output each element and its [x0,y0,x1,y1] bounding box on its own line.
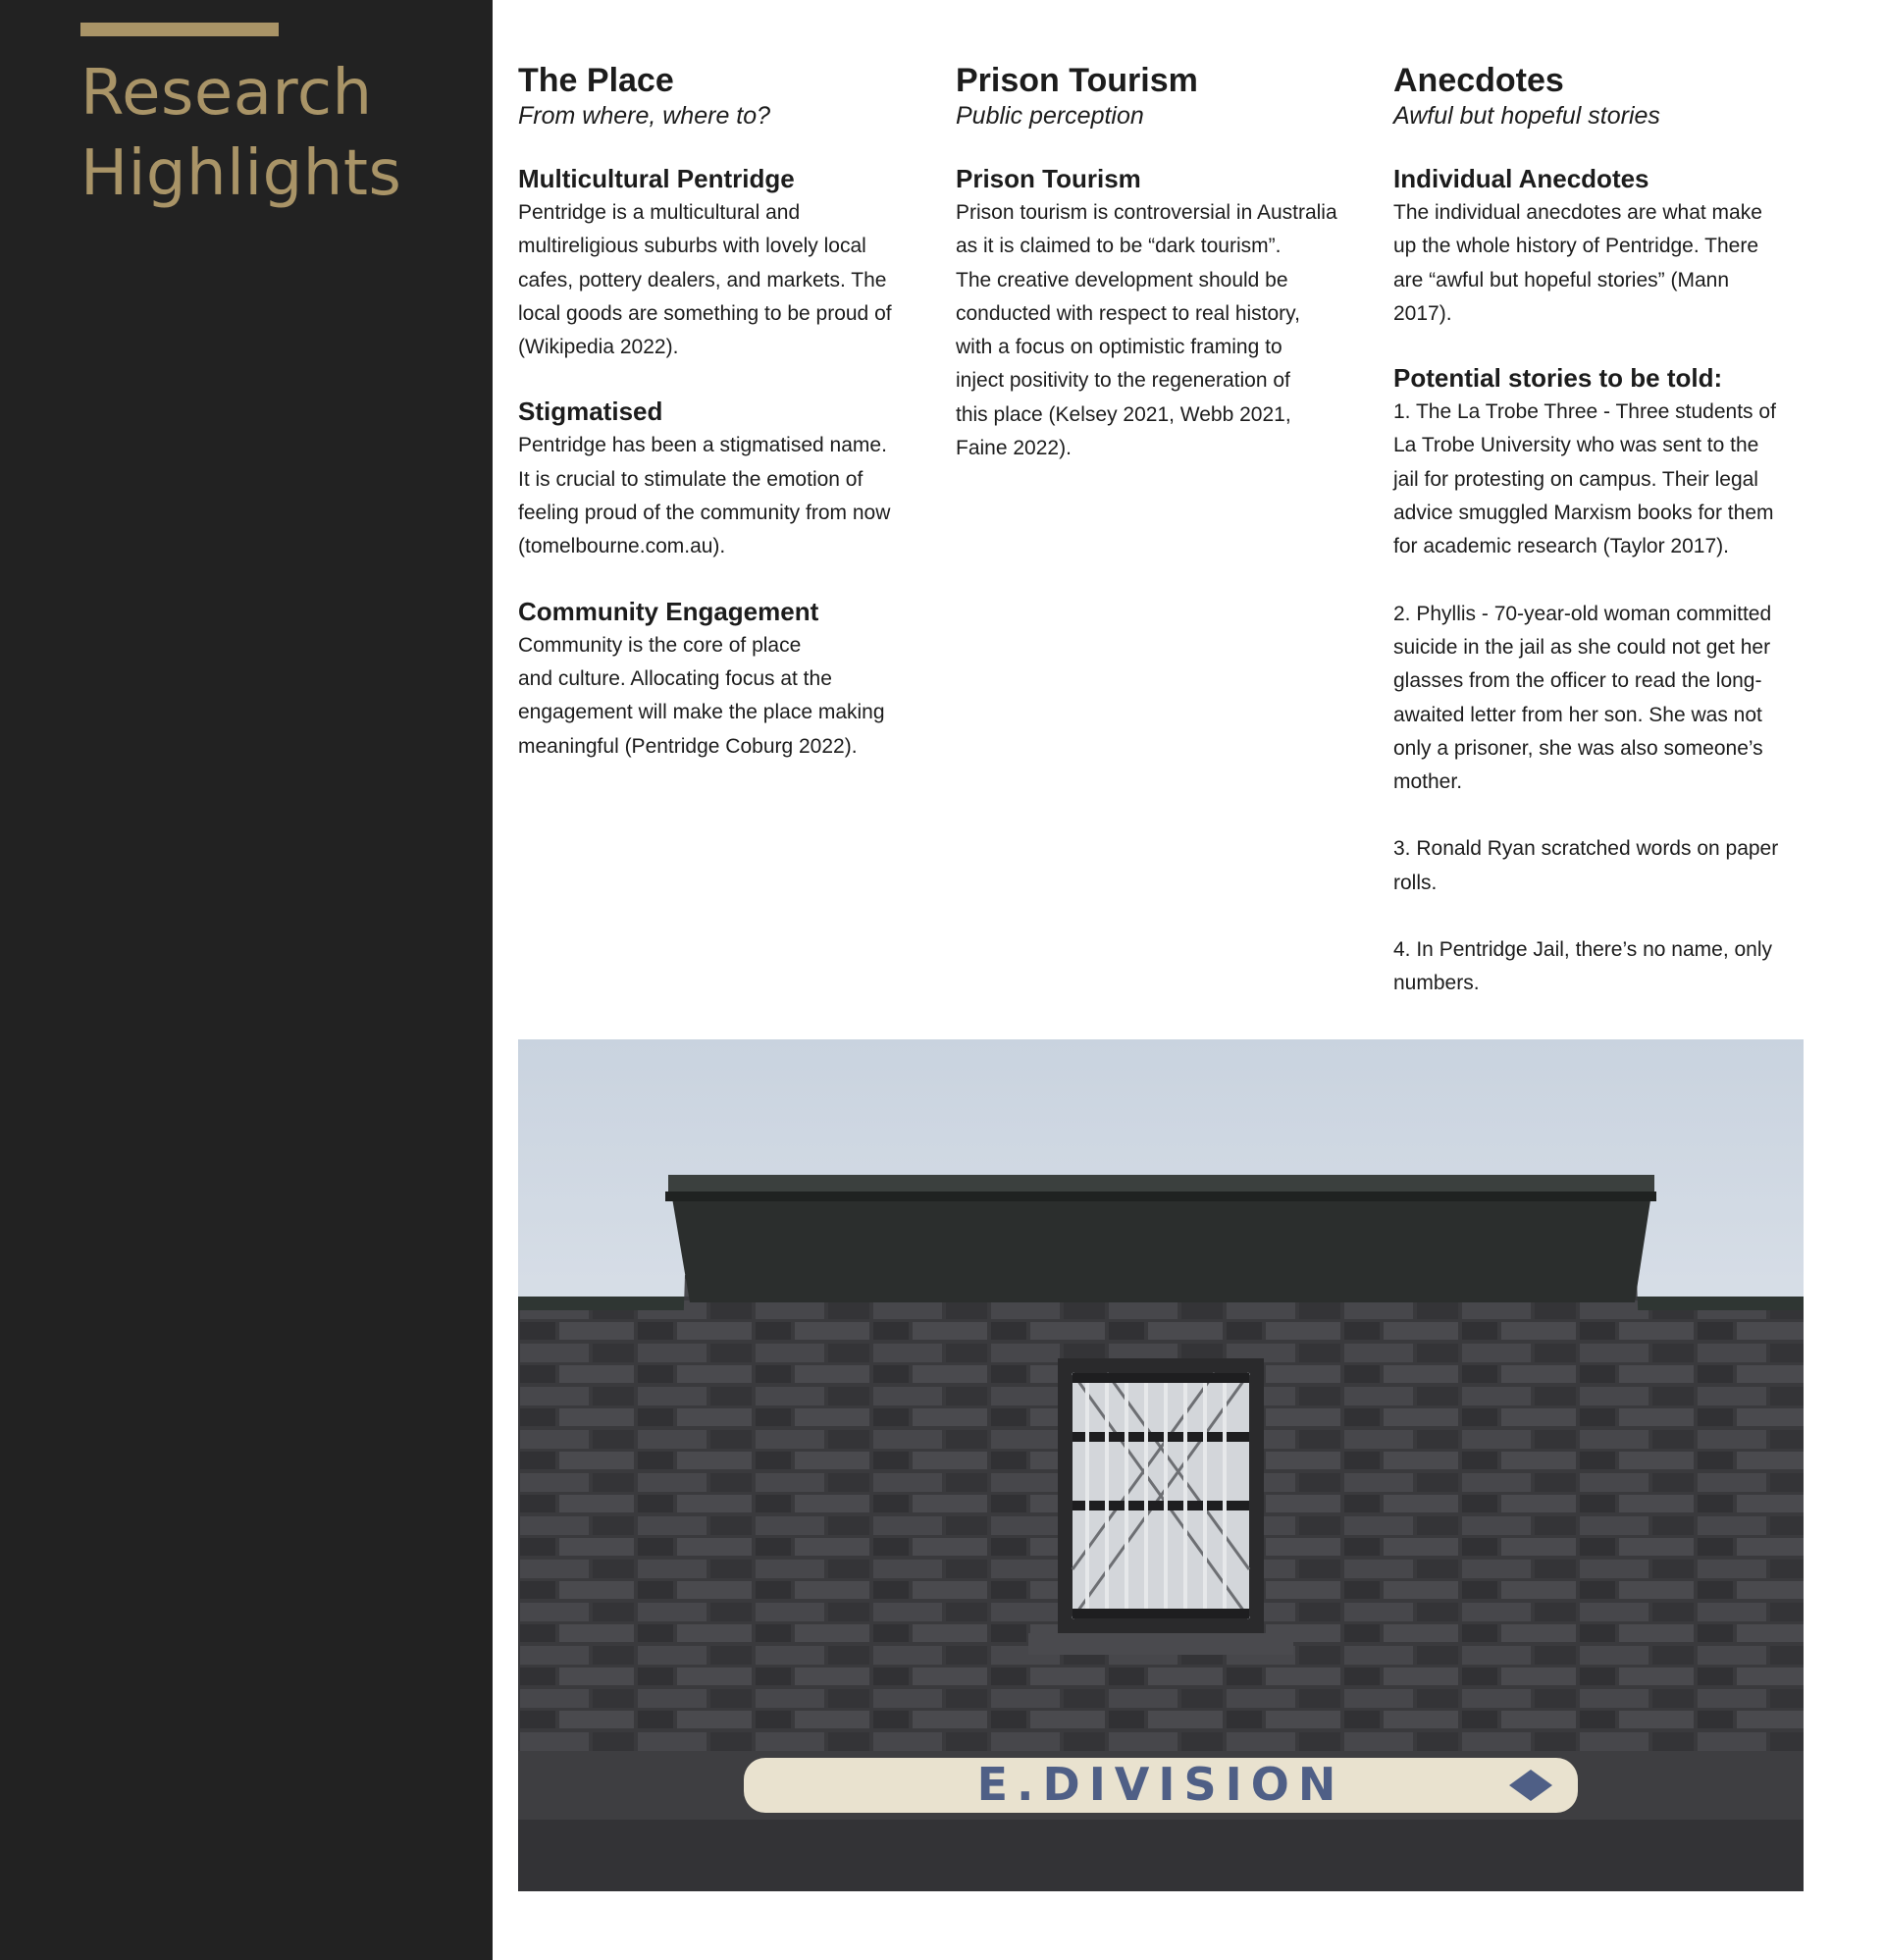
prison-facade-illustration [518,1039,1804,1891]
sidebar [0,0,493,1960]
section-heading: Individual Anecdotes [1393,164,1649,193]
column-the-place [518,61,930,764]
column-subtitle: From where, where to? [518,102,771,130]
section-body: The individual anecdotes are what make up the whole history of Pentridge. There are “awful but hopeful stories” (Mann 2017). [1393,201,1762,325]
section-heading: Community Engagement [518,596,819,626]
section-stigmatised [518,394,930,563]
section-multicultural-pentridge [518,161,930,364]
column-subtitle: Awful but hopeful stories [1393,102,1660,130]
column-anecdotes [1393,61,1806,1001]
column-heading: The Place [518,62,674,99]
section-heading: Stigmatised [518,397,663,427]
section-potential-stories [1393,360,1806,1000]
section-body: Pentridge is a multicultural and multireligious suburbs with lovely local cafes, pottery dealers, and markets. The local goods are something to be proud of (Wikipedia 2022). [518,201,892,359]
section-heading: Multicultural Pentridge [518,164,795,193]
page-title [80,53,473,214]
column-heading: Prison Tourism [956,62,1198,99]
story-paragraph: 1. The La Trobe Three - Three students of La Trobe University who was sent to the jail for protesting on campus. Their legal advice smuggled Marxism books for them for academic research (Taylor 2017). [1393,400,1776,558]
story-paragraph: 4. In Pentridge Jail, there’s no name, only numbers. [1393,938,1773,995]
page-title-line-1: Research [80,57,373,130]
accent-bar [80,23,279,36]
section-body: Prison tourism is controversial in Australia as it is claimed to be “dark tourism”. The creative development should be conducted with respect to real history, with a focus on optimistic framing to inject positivity to the regeneration of this place (Kelsey 2021, Webb 2021, Faine 2022). [956,201,1337,460]
prison-facade-photo [518,1039,1804,1891]
section-body: Pentridge has been a stigmatised name. It is crucial to stimulate the emotion of feeling proud of the community from now (tomelbourne.com.au). [518,434,891,558]
section-heading: Prison Tourism [956,164,1141,193]
sign-text: E.DIVISION [976,1758,1345,1811]
page-title-line-2: Highlights [80,137,402,210]
column-subtitle: Public perception [956,102,1144,130]
story-paragraph: 3. Ronald Ryan scratched words on paper rolls. [1393,837,1779,894]
section-individual-anecdotes [1393,161,1806,331]
section-community-engagement [518,594,930,764]
section-heading: Potential stories to be told: [1393,363,1723,394]
section-prison-tourism [956,161,1368,465]
story-paragraph: 2. Phyllis - 70-year-old woman committed suicide in the jail as she could not get her glasses from the officer to read the long- awaited letter from her son. She was not only a prisoner, she was also someone’s mother. [1393,602,1772,794]
column-heading: Anecdotes [1393,62,1564,99]
column-prison-tourism [956,61,1368,465]
section-body: Community is the core of place and culture. Allocating focus at the engagement will make the place making meaningful (Pentridge Coburg 2022). [518,633,885,758]
